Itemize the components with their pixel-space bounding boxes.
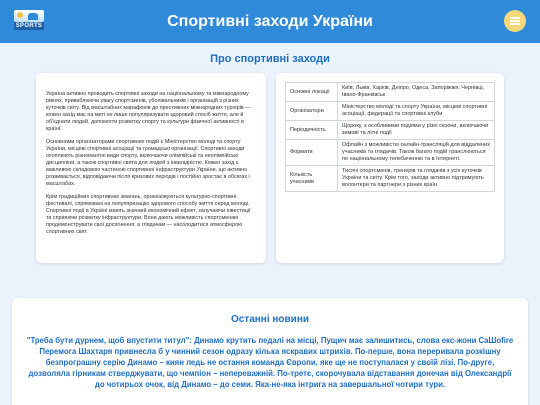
table-value: Міністерство молоді та спорту України, місцеві спортивні асоціації, федерації та спортивні клуби <box>338 102 495 121</box>
table-key: Формати <box>286 140 338 166</box>
about-paragraph: Україна активно проводить спортивні заходи на національному та міжнародному рівнях, приваблюючи увагу спортсменів, уболівальників і організацій з різних куточків світу. Від масштабних марафонів до престижних міжнародних турнірів — кожен захід має на меті не лише популяризувати здоровий спосіб життя, але й об'єднати людей, допомогти розвитку спорту та культури фізичної активності в країні. <box>46 91 251 132</box>
about-paragraph: Основними організаторами спортивних подій є Міністерство молоді та спорту України, місцеві спортивні асоціації та громадські організації. Спортивні заходи охоплюють різноманітні види спорту, включаючи олімпійські та неолімпійські дисципліни, а також спортивні свята для людей з інвалідністю. Кожен захід є важливою складовою частиною спортивної інфраструктури України, що активно розвивається, відповідаючи після кризових періодів і постійно зростає в обсягах і масштабах. <box>46 139 250 187</box>
hamburger-menu-icon <box>510 23 520 25</box>
table-value: Щороку, з особливими подіями у різні сезони, включаючи зимові та літні події <box>338 121 495 140</box>
table-row <box>286 83 495 102</box>
table-key: Кількість учасників <box>286 166 338 192</box>
table-row <box>286 140 495 166</box>
hamburger-menu-icon <box>510 17 520 19</box>
about-info-card <box>276 73 504 263</box>
news-section-title: Останні новини <box>230 314 310 325</box>
app-header <box>0 0 540 43</box>
table-key: Організатори <box>286 102 338 121</box>
table-key: Основні локації <box>286 83 338 102</box>
about-section-title: Про спортивні заходи <box>210 53 330 65</box>
table-value: Київ, Львів, Харків, Дніпро, Одеса, Запоріжжя, Чернівці, Івано-Франківськ <box>338 83 495 102</box>
info-table <box>285 82 495 192</box>
about-paragraph: Крім традиційних спортивних змагань, організовуються культурно-спортивні фестивалі, спрямовані на популяризацію здорового способу життя серед молоді. Спортивні події в Україні мають значний економічний ефект, залучаючи інвестиції та сприяючи розвитку інфраструктури. Вони дають можливість спортсменам продемонструвати свої досягнення, а глядачам — насолодитися атмосферою спортивних свят. <box>46 194 251 235</box>
table-value: Тисячі спортсменів, тренерів та глядачів з усіх куточків України та світу. Крім того, заходи активно підтримують волонтери та партнери з різних країн. <box>338 166 495 192</box>
table-value: Офлайн з можливістю онлайн-трансляцій для віддалених учасників та глядачів. Також багато подій транслюються по національному телебаченню та в Інтернеті. <box>338 140 495 166</box>
news-article-link[interactable]: "Треба бути дурнем, щоб впустити титул": Динамо крутить педалі на місці, Пущич має залишитись, слова екс-жони CaШofire Перемога Шахтаря привнесла б у чинний сезон одразу кілька яскравих штрихів. По-перше, вона переривала розкішну безпрограшну серію Динамо – киян ледь не остання команда Європи, яке ще не поступалася у своїй лізі. По-друге, дозволяла гірникам стверджувати, що чемпіон – непереважній. По-третє, скорочувала відставання донечан від Олександрії до чотирьох очок, від Динамо – до семи. Яка-не-яка інтрига на завершальної чотири тури. <box>26 336 514 389</box>
table-row <box>286 102 495 121</box>
logo-text: SPORTS <box>15 23 43 29</box>
news-card <box>12 298 528 405</box>
page-title: Спортивні заходи України <box>167 13 373 30</box>
hamburger-menu-icon <box>510 20 520 22</box>
table-row <box>286 121 495 140</box>
table-row <box>286 166 495 192</box>
menu-button[interactable] <box>504 10 526 32</box>
table-key: Періодичність <box>286 121 338 140</box>
about-text-card <box>36 73 266 263</box>
